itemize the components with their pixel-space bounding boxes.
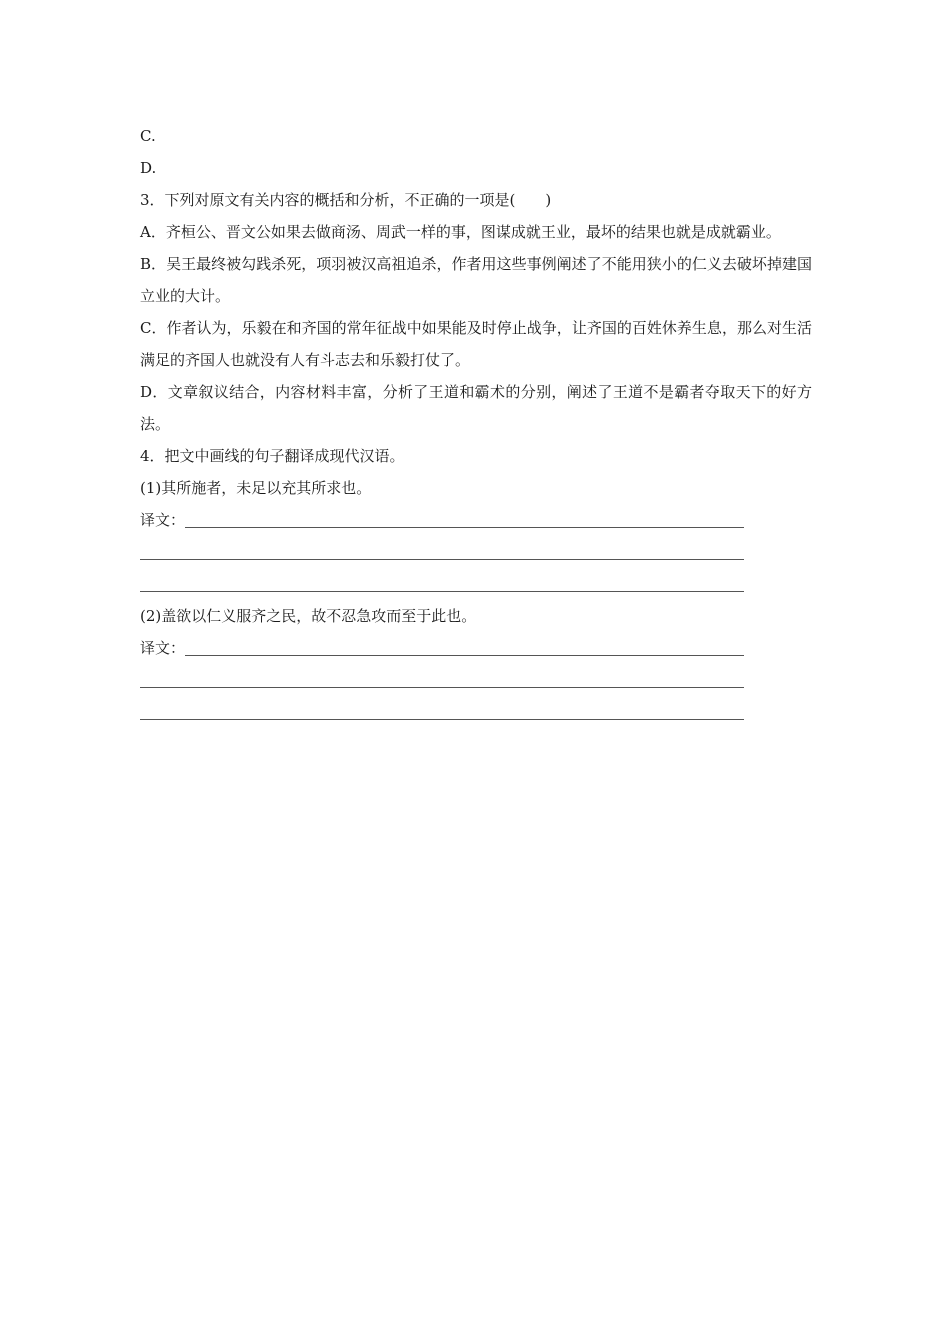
option-c-label: C. — [140, 127, 156, 145]
answer-blank[interactable] — [185, 526, 744, 528]
question-3-option-a: A．齐桓公、晋文公如果去做商汤、周武一样的事，图谋成就王业，最坏的结果也就是成就霸业。 — [140, 223, 781, 241]
question-4-item-1-answer-line-3[interactable] — [140, 568, 744, 600]
answer-blank[interactable] — [140, 719, 744, 720]
answer-blank[interactable] — [140, 687, 744, 688]
answer-blank[interactable] — [140, 591, 744, 592]
question-4-item-1-answer-line-1[interactable] — [140, 504, 744, 536]
option-d-label: D. — [140, 159, 157, 177]
question-4-item-2-sentence: (2)盖欲以仁义服齐之民，故不忍急攻而至于此也。 — [140, 607, 477, 625]
document-page — [140, 120, 812, 728]
question-4-item-2-answer-line-1[interactable] — [140, 632, 744, 664]
answer-blank[interactable] — [140, 559, 744, 560]
question-3-option-b: B．吴王最终被勾践杀死，项羽被汉高祖追杀，作者用这些事例阐述了不能用狭小的仁义去破坏掉建国立业的大计。 — [140, 255, 812, 305]
question-4-item-1-sentence: (1)其所施者，未足以充其所求也。 — [140, 479, 372, 497]
question-3-stem: 3．下列对原文有关内容的概括和分析，不正确的一项是( ) — [140, 191, 552, 209]
question-4-stem: 4．把文中画线的句子翻译成现代汉语。 — [140, 447, 405, 465]
question-4-item-1-answer-line-2[interactable] — [140, 536, 744, 568]
answer-blank[interactable] — [185, 654, 744, 656]
question-4-item-2-answer-line-2[interactable] — [140, 664, 744, 696]
answer-label: 译文： — [140, 639, 186, 657]
question-3-option-d: D．文章叙议结合，内容材料丰富，分析了王道和霸术的分别，阐述了王道不是霸者夺取天下的好方法。 — [140, 383, 812, 433]
question-4-item-2-answer-line-3[interactable] — [140, 696, 744, 728]
answer-label: 译文： — [140, 511, 186, 529]
question-3-option-c: C．作者认为，乐毅在和齐国的常年征战中如果能及时停止战争，让齐国的百姓休养生息，那么对生活满足的齐国人也就没有人有斗志去和乐毅打仗了。 — [140, 319, 812, 369]
